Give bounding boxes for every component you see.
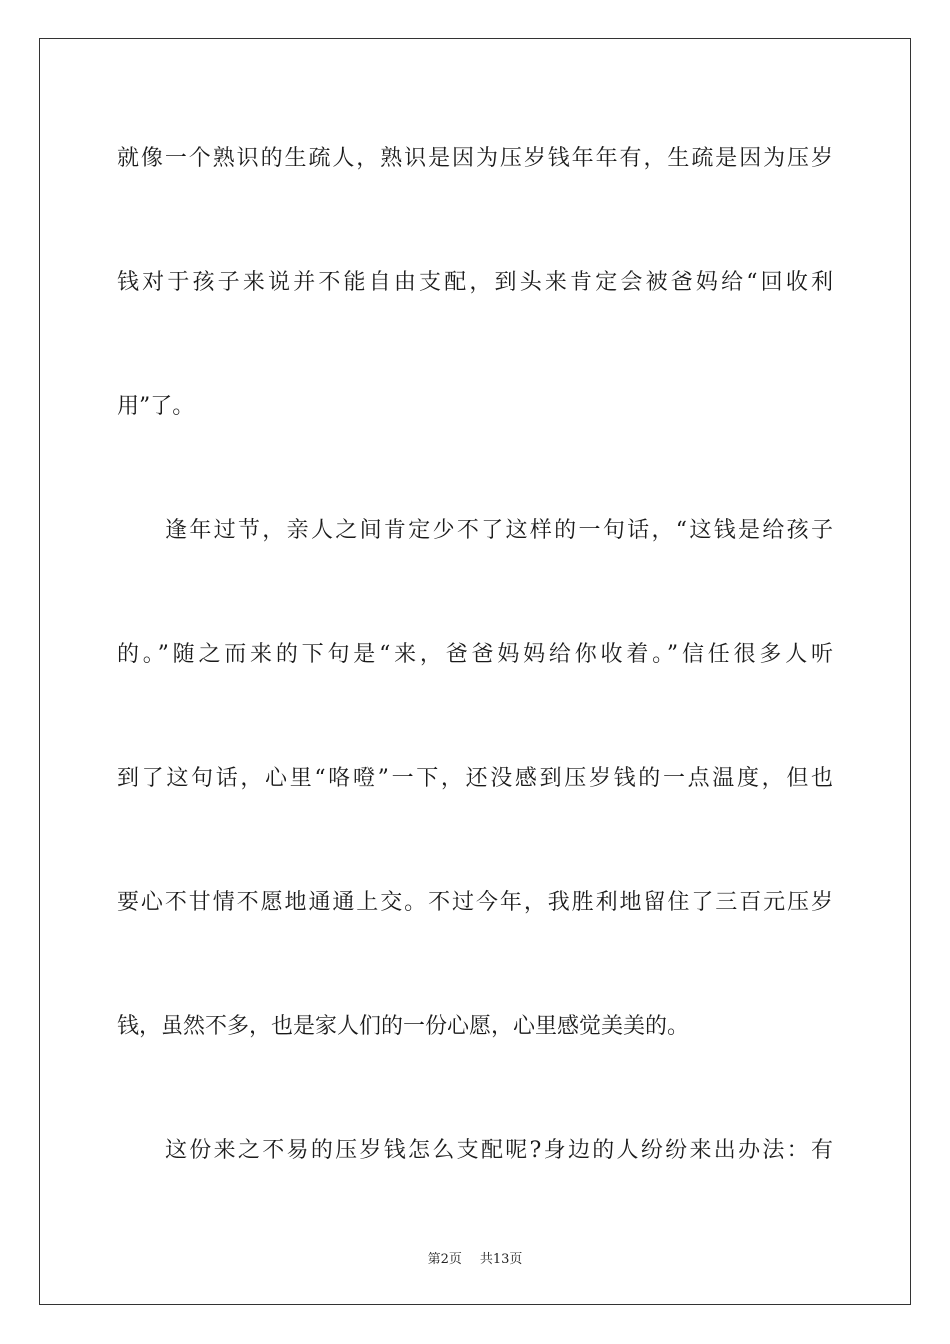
text-line: 的。”随之而来的下句是“来，爸爸妈妈给你收着。”信任很多人听 xyxy=(117,642,833,667)
text-line: 到了这句话，心里“咯噔”一下，还没感到压岁钱的一点温度，但也 xyxy=(117,766,833,791)
page-total: 共13页 xyxy=(479,1252,523,1267)
page-footer xyxy=(0,1248,950,1267)
document-body xyxy=(117,128,833,1182)
text-line: 这份来之不易的压岁钱怎么支配呢?身边的人纷纷来出办法：有 xyxy=(165,1138,833,1163)
text-line: 逢年过节，亲人之间肯定少不了这样的一句话，“这钱是给孩子 xyxy=(165,518,833,543)
text-line: 钱，虽然不多，也是家人们的一份心愿，心里感觉美美的。 xyxy=(117,1014,690,1039)
text-line: 用”了。 xyxy=(117,394,195,419)
text-line: 就像一个熟识的生疏人，熟识是因为压岁钱年年有，生疏是因为压岁 xyxy=(117,146,833,171)
text-line: 钱对于孩子来说并不能自由支配，到头来肯定会被爸妈给“回收利 xyxy=(117,270,833,295)
text-line: 要心不甘情不愿地通通上交。不过今年，我胜利地留住了三百元压岁 xyxy=(117,890,833,915)
page-number: 第2页 xyxy=(427,1252,462,1267)
